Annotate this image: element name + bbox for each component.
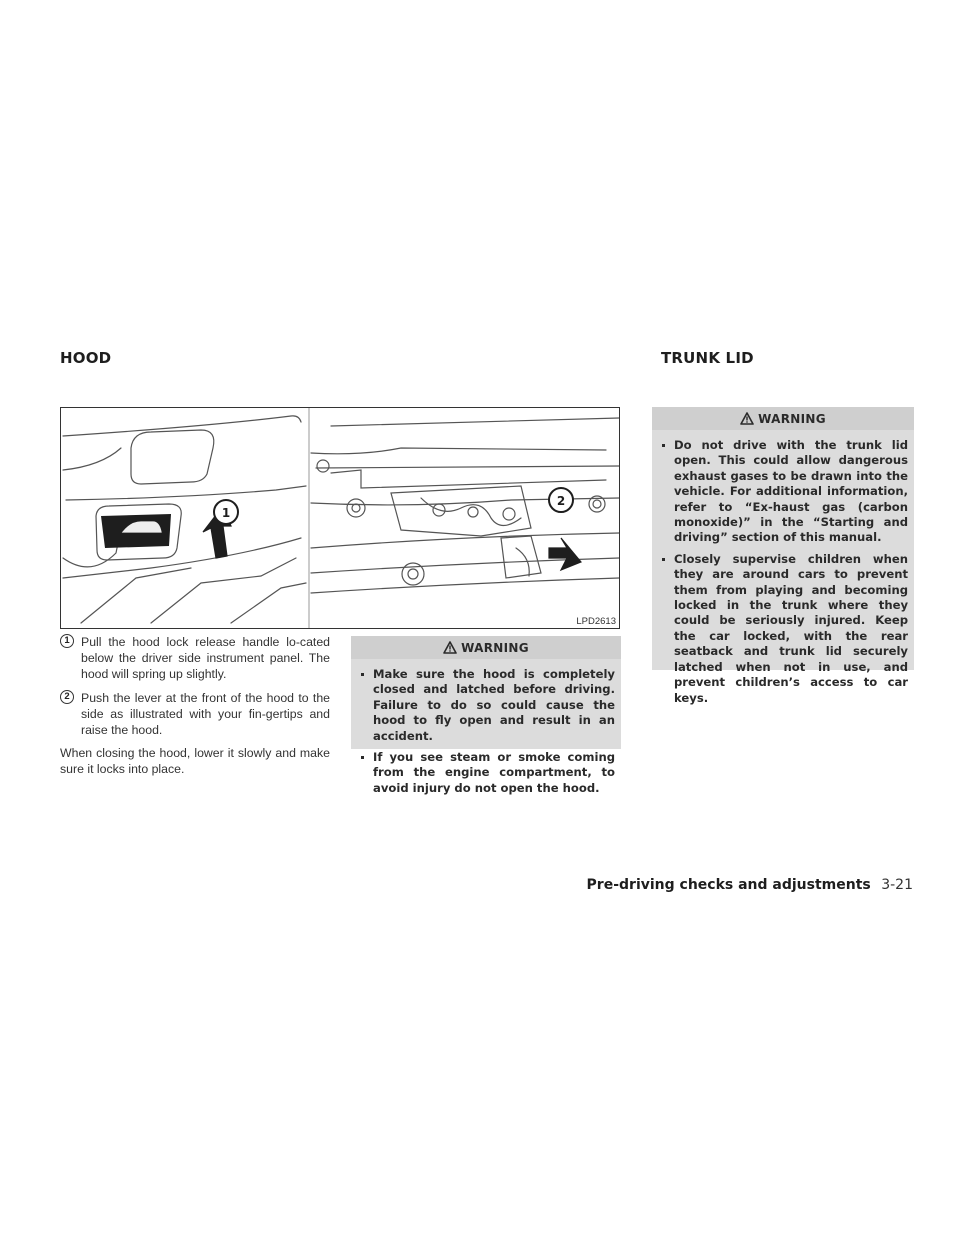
hood-warning-item: Make sure the hood is completely closed and latched before driving. Failure to do so could cause the hood to fly open and result in an accident. xyxy=(359,667,615,744)
hood-heading: HOOD xyxy=(60,349,112,367)
trunk-warning-list xyxy=(652,430,914,714)
hood-warning-title: WARNING xyxy=(461,640,529,655)
hood-step-1-text: Pull the hood lock release handle lo-cated below the driver side instrument panel. The hood will spring up slightly. xyxy=(81,635,330,682)
trunk-lid-heading: TRUNK LID xyxy=(661,349,754,367)
page-footer xyxy=(587,877,913,893)
warning-icon xyxy=(443,641,457,654)
hood-warning-list xyxy=(351,659,621,804)
callout-2 xyxy=(549,488,573,512)
hood-step-2 xyxy=(60,690,330,739)
step-number-2: 2 xyxy=(60,690,74,704)
hood-step-1 xyxy=(60,634,330,683)
trunk-warning-box xyxy=(652,407,914,705)
page-number: 3-21 xyxy=(881,877,913,893)
hood-warning-box xyxy=(351,636,621,795)
footer-section-title: Pre-driving checks and adjustments xyxy=(586,877,871,893)
hood-closing-text: When closing the hood, lower it slowly and make sure it locks into place. xyxy=(60,746,330,777)
svg-text:1: 1 xyxy=(221,506,231,520)
svg-text:2: 2 xyxy=(556,494,566,508)
trunk-warning-header xyxy=(652,407,914,430)
hood-warning-item: If you see steam or smoke coming from the engine compartment, to avoid injury do not open the hood. xyxy=(359,750,615,796)
figure-code: LPD2613 xyxy=(576,616,616,627)
hood-warning-header xyxy=(351,636,621,659)
callout-1 xyxy=(214,500,238,524)
hood-step-2-text: Push the lever at the front of the hood to the side as illustrated with your fin-gertips and raise the hood. xyxy=(81,690,330,738)
hood-illustration-drawing xyxy=(61,408,619,628)
trunk-warning-item: Closely supervise children when they are around cars to prevent them from playing and becoming locked in the trunk where they could be seriously injured. Keep the car locked, with the rear seatback and trunk lid securely latched when not in use, and prevent children’s access to car keys. xyxy=(660,552,908,706)
trunk-warning-item: Do not drive with the trunk lid open. This could allow dangerous exhaust gases to be drawn into the vehicle. For additional information, refer to “Ex-haust gas (carbon monoxide)” in the “Starting and driving” section of this manual. xyxy=(660,438,908,546)
warning-icon xyxy=(740,412,754,425)
hood-steps xyxy=(60,634,330,778)
step-number-1: 1 xyxy=(60,634,74,648)
trunk-warning-title: WARNING xyxy=(758,411,826,426)
hood-release-illustration xyxy=(60,407,620,629)
